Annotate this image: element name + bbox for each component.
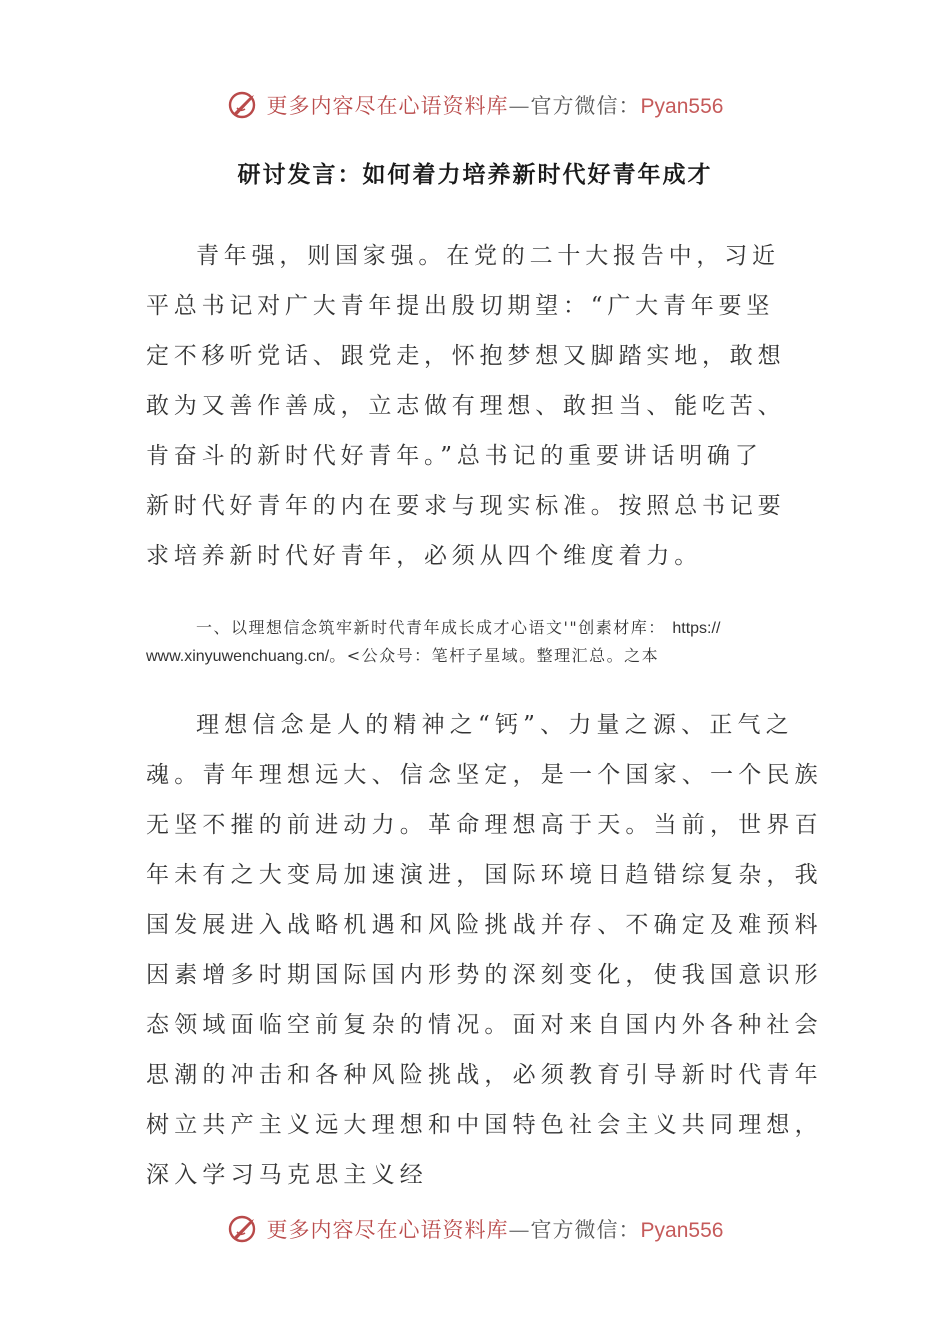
banner-title: 更多内容尽在心语资料库 xyxy=(266,1218,509,1242)
header-banner xyxy=(0,88,950,122)
banner-account: Pyan556 xyxy=(640,1219,724,1242)
heading-tail: 。<公众号：笔杆子星域。整理汇总。之本 xyxy=(329,646,660,665)
heading-url-1: https:// xyxy=(672,620,721,637)
paragraph-intro: 青年强，则国家强。在党的二十大报告中，习近平总书记对广大青年提出殷切期望：“广大青年要坚定不移听党话、跟党走，怀抱梦想又脚踏实地，敢想敢为又善作善成，立志做有理想、敢担当、能吃苦、肯奋斗的新时代好青年。”总书记的重要讲话明确了新时代好青年的内在要求与现实标准。按照总书记要求培养新时代好青年，必须从四个维度着力。 xyxy=(146,243,786,569)
banner-separator: — xyxy=(508,94,531,118)
heading-text: 一、以理想信念筑牢新时代青年成长成才心语文'"创素材库： xyxy=(196,618,666,637)
pen-logo-icon xyxy=(227,1212,261,1246)
banner-account: Pyan556 xyxy=(640,95,724,118)
footer-banner xyxy=(0,1212,950,1246)
section-heading-1 xyxy=(146,614,816,670)
banner-label: 官方微信： xyxy=(530,94,641,118)
banner-title: 更多内容尽在心语资料库 xyxy=(266,94,509,118)
banner-separator: — xyxy=(508,1218,531,1242)
pen-logo-icon xyxy=(227,88,261,122)
banner-label: 官方微信： xyxy=(530,1218,641,1242)
paragraph-ideals: 理想信念是人的精神之“钙”、力量之源、正气之魂。青年理想远大、信念坚定，是一个国家、一个民族无坚不摧的前进动力。革命理想高于天。当前，世界百年未有之大变局加速演进，国际环境日趋错综复杂，我国发展进入战略机遇和风险挑战并存、不确定及难预料因素增多时期国际国内形势的深刻变化，使我国意识形态领域面临空前复杂的情况。面对来自国内外各种社会思潮的冲击和各种风险挑战，必须教育引导新时代青年树立共产主义远大理想和中国特色社会主义共同理想，深入学习马克思主义经 xyxy=(146,712,823,1188)
heading-url-2: www.xinyuwenchuang.cn/ xyxy=(146,648,330,665)
document-title: 研讨发言：如何着力培养新时代好青年成才 xyxy=(237,161,713,188)
